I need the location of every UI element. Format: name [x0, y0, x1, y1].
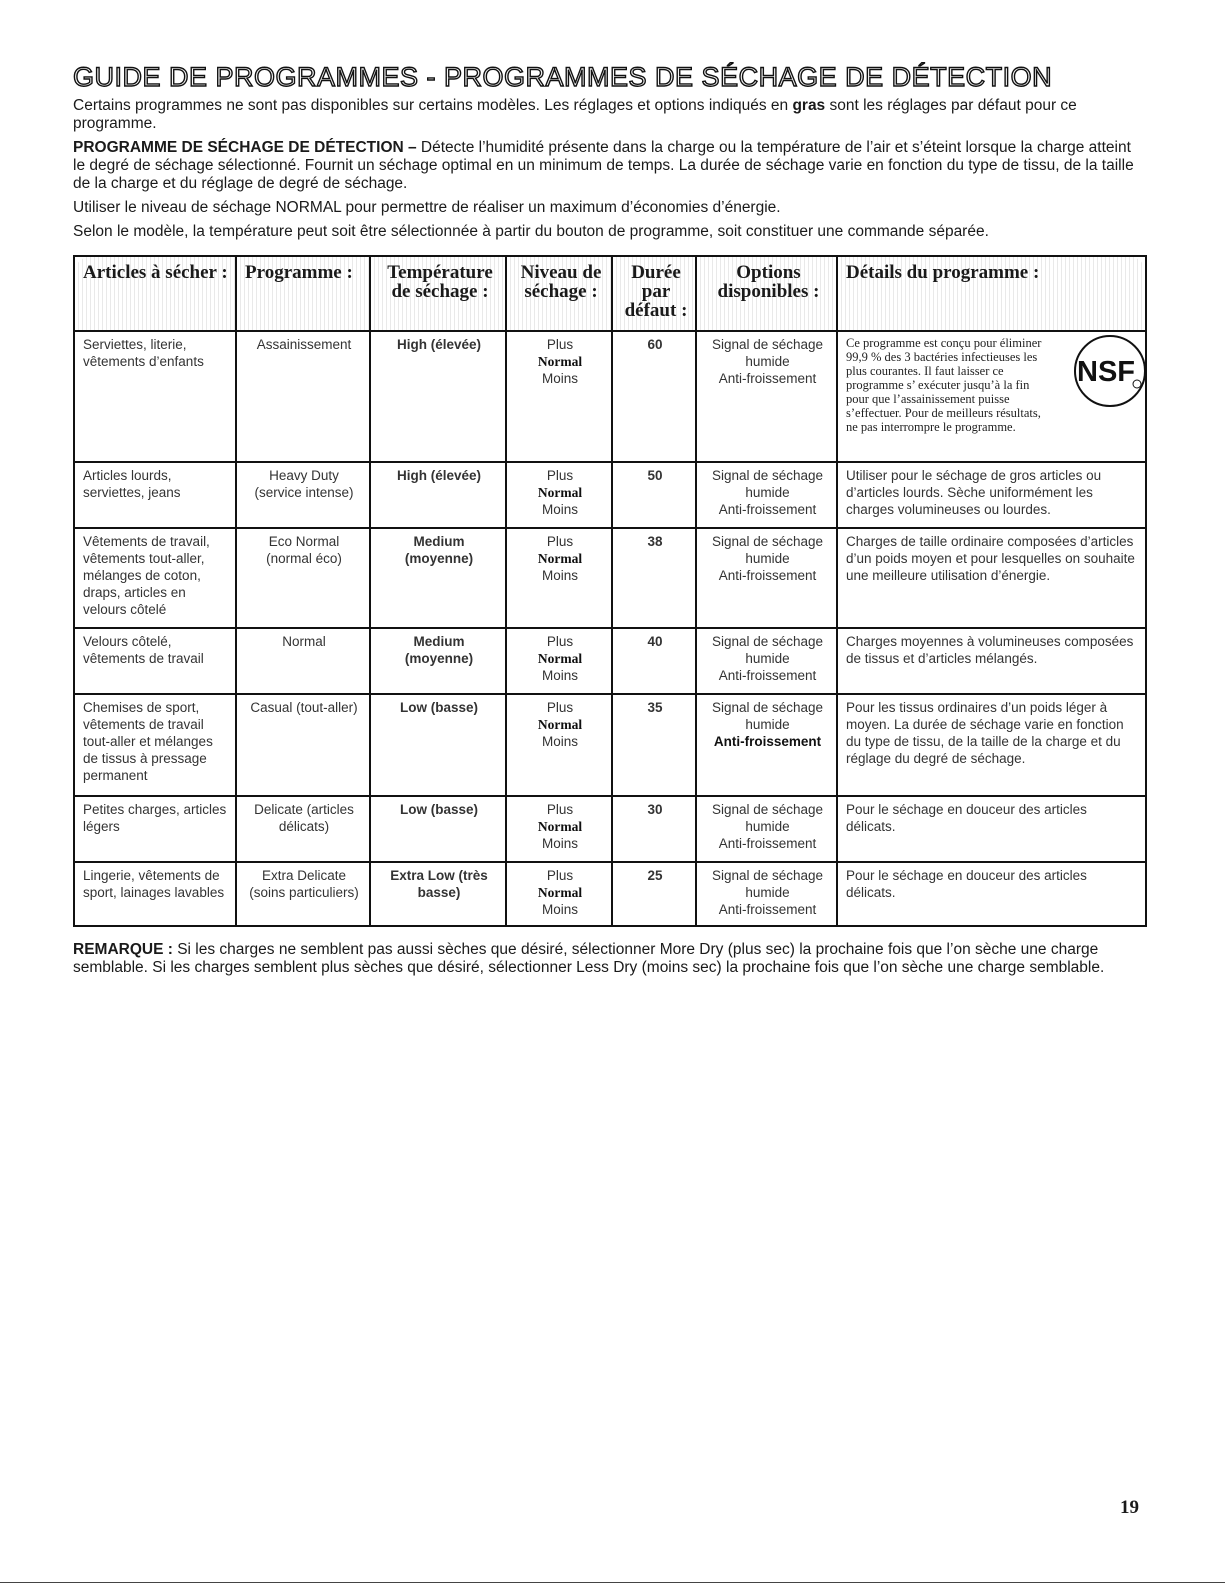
- row-programme: Heavy Duty (service intense): [236, 462, 370, 528]
- intro-text-b: sont les réglages par défaut pour ce programme.: [73, 97, 1077, 132]
- row-details: Pour les tissus ordinaires d’un poids léger à moyen. La durée de séchage varie en fonction du type de tissu, de la taille de la charge et du réglage du degré de séchage.: [837, 694, 1146, 796]
- nsf-logo: [1073, 334, 1147, 408]
- row-details: Pour le séchage en douceur des articles délicats.: [837, 862, 1146, 926]
- row-temperature: Low (basse): [370, 694, 506, 796]
- header-articles: Articles à sécher :: [74, 256, 236, 331]
- row-duree: 30: [612, 796, 696, 862]
- row-niveau: [506, 694, 612, 796]
- row-details: Utiliser pour le séchage de gros articles ou d’articles lourds. Sèche uniformément les charges volumineuses ou lourdes.: [837, 462, 1146, 528]
- row-temperature: Medium (moyenne): [370, 628, 506, 694]
- option-anti: Anti-froissement: [718, 371, 817, 386]
- row-articles: Vêtements de travail, vêtements tout-aller, mélanges de coton, draps, articles en velours côtelé: [74, 528, 236, 628]
- row-programme: Extra Delicate (soins particuliers): [236, 862, 370, 926]
- option-anti: Anti-froissement: [718, 836, 817, 851]
- row-duree: 38: [612, 528, 696, 628]
- row-articles: Velours côtelé, vêtements de travail: [74, 628, 236, 694]
- header-details: Détails du programme :: [837, 256, 1146, 331]
- row-options: [696, 331, 837, 462]
- intro-paragraph-3: Utiliser le niveau de séchage NORMAL pour permettre de réaliser un maximum d’économies d’énergie.: [73, 199, 781, 216]
- row-temperature: Low (basse): [370, 796, 506, 862]
- page-title: GUIDE DE PROGRAMMES - PROGRAMMES DE SÉCHAGE DE DÉTECTION: [73, 62, 1053, 92]
- option-signal: Signal de séchage humide: [711, 634, 824, 666]
- level-plus: Plus: [546, 534, 574, 549]
- intro-paragraph-2: [73, 139, 1145, 193]
- level-plus: Plus: [546, 802, 574, 817]
- header-programme: Programme :: [236, 256, 370, 331]
- option-signal: Signal de séchage humide: [711, 868, 824, 900]
- option-anti: Anti-froissement: [718, 668, 817, 683]
- table-row: [74, 628, 1146, 694]
- table-row: [74, 462, 1146, 528]
- row-niveau: [506, 462, 612, 528]
- level-moins: Moins: [541, 836, 578, 851]
- level-plus: Plus: [546, 868, 574, 883]
- intro-text-a: Certains programmes ne sont pas disponibles sur certains modèles. Les réglages et options indiqués en: [73, 97, 793, 114]
- row-details: Pour le séchage en douceur des articles délicats.: [837, 796, 1146, 862]
- level-normal: Normal: [537, 354, 583, 369]
- header-temperature: Température de séchage :: [370, 256, 506, 331]
- row-niveau: [506, 528, 612, 628]
- level-moins: Moins: [541, 734, 578, 749]
- row-duree: 50: [612, 462, 696, 528]
- option-anti: Anti-froissement: [718, 568, 817, 583]
- row-details: Charges moyennes à volumineuses composées de tissus et d’articles mélangés.: [837, 628, 1146, 694]
- intro-paragraph-4: Selon le modèle, la température peut soit être sélectionnée à partir du bouton de programme, soit constituer une commande séparée.: [73, 223, 989, 240]
- level-moins: Moins: [541, 668, 578, 683]
- level-normal: Normal: [537, 717, 583, 732]
- row-details: Charges de taille ordinaire composées d’articles d’un poids moyen et pour lesquelles on souhaite une meilleure utilisation d’énergie.: [837, 528, 1146, 628]
- row-articles: Petites charges, articles légers: [74, 796, 236, 862]
- option-signal: Signal de séchage humide: [711, 802, 824, 834]
- row-niveau: [506, 796, 612, 862]
- header-options: Options disponibles :: [696, 256, 837, 331]
- row-temperature: Extra Low (très basse): [370, 862, 506, 926]
- table-header-row: [74, 256, 1146, 331]
- row-programme: Normal: [236, 628, 370, 694]
- level-plus: Plus: [546, 700, 574, 715]
- option-signal: Signal de séchage humide: [711, 468, 824, 500]
- remark-text: Si les charges ne semblent pas aussi sèches que désiré, sélectionner More Dry (plus sec) la prochaine fois que l’on sèche une charge semblable. Si les charges semblent plus sèches que désiré, sélectionner Less Dry (moins sec) la prochaine fois que l’on sèche une charge semblable.: [73, 941, 1105, 976]
- row-articles: Lingerie, vêtements de sport, lainages lavables: [74, 862, 236, 926]
- row-temperature: High (élevée): [370, 331, 506, 462]
- intro-lead: PROGRAMME DE SÉCHAGE DE DÉTECTION –: [73, 139, 417, 156]
- option-signal: Signal de séchage humide: [711, 700, 824, 732]
- row-options: [696, 862, 837, 926]
- intro-bold-word: gras: [792, 97, 826, 114]
- level-moins: Moins: [541, 568, 578, 583]
- header-niveau: Niveau de séchage :: [506, 256, 612, 331]
- row-articles: Chemises de sport, vêtements de travail tout-aller et mélanges de tissus à pressage permanent: [74, 694, 236, 796]
- table-row: [74, 862, 1146, 926]
- option-anti: Anti-froissement: [718, 902, 817, 917]
- row-articles: Serviettes, literie, vêtements d’enfants: [74, 331, 236, 462]
- level-normal: Normal: [537, 485, 583, 500]
- row-details: [837, 331, 1146, 462]
- table-row: [74, 331, 1146, 462]
- table-row: [74, 796, 1146, 862]
- details-text: Ce programme est conçu pour éliminer 99,9 % des 3 bactéries infectieuses les plus courantes. Il faut laisser ce programme s’ exécuter jusqu’à la fin pour que l’assainissement puisse s’effectuer. Pour de meilleurs résultats, ne pas interrompre le programme.: [846, 336, 1042, 434]
- level-moins: Moins: [541, 502, 578, 517]
- row-temperature: Medium (moyenne): [370, 528, 506, 628]
- row-options: [696, 628, 837, 694]
- option-signal: Signal de séchage humide: [711, 534, 824, 566]
- row-options: [696, 462, 837, 528]
- row-niveau: [506, 331, 612, 462]
- page-number: 19: [1120, 1497, 1139, 1518]
- row-programme: Delicate (articles délicats): [236, 796, 370, 862]
- table-row: [74, 528, 1146, 628]
- option-anti: Anti-froissement: [713, 734, 822, 749]
- row-duree: 40: [612, 628, 696, 694]
- row-temperature: High (élevée): [370, 462, 506, 528]
- table-row: [74, 694, 1146, 796]
- row-niveau: [506, 862, 612, 926]
- level-normal: Normal: [537, 651, 583, 666]
- row-options: [696, 796, 837, 862]
- header-duree: Durée par défaut :: [612, 256, 696, 331]
- row-duree: 60: [612, 331, 696, 462]
- row-options: [696, 694, 837, 796]
- row-programme: Assainissement: [236, 331, 370, 462]
- level-plus: Plus: [546, 634, 574, 649]
- remark-lead: REMARQUE :: [73, 941, 173, 958]
- option-signal: Signal de séchage humide: [711, 337, 824, 369]
- level-plus: Plus: [546, 468, 574, 483]
- level-moins: Moins: [541, 371, 578, 386]
- level-moins: Moins: [541, 902, 578, 917]
- cycle-guide-table: [73, 255, 1147, 927]
- bottom-divider: [0, 1582, 1225, 1583]
- level-plus: Plus: [546, 337, 574, 352]
- level-normal: Normal: [537, 551, 583, 566]
- row-programme: Casual (tout-aller): [236, 694, 370, 796]
- nsf-logo-text: NSF: [1077, 356, 1135, 388]
- row-programme: Eco Normal (normal éco): [236, 528, 370, 628]
- row-niveau: [506, 628, 612, 694]
- row-duree: 25: [612, 862, 696, 926]
- row-articles: Articles lourds, serviettes, jeans: [74, 462, 236, 528]
- row-duree: 35: [612, 694, 696, 796]
- remark-note: [73, 941, 1145, 977]
- level-normal: Normal: [537, 819, 583, 834]
- page-content: [73, 62, 1145, 993]
- row-options: [696, 528, 837, 628]
- intro-body: Détecte l’humidité présente dans la charge ou la température de l’air et s’éteint lorsque la charge atteint le degré de séchage sélectionné. Fournit un séchage optimal en un minimum de temps. La durée de séchage varie en fonction du type de tissu, de la taille de la charge et du réglage de degré de séchage.: [73, 139, 1134, 192]
- option-anti: Anti-froissement: [718, 502, 817, 517]
- intro-paragraph-1: [73, 97, 1145, 133]
- level-normal: Normal: [537, 885, 583, 900]
